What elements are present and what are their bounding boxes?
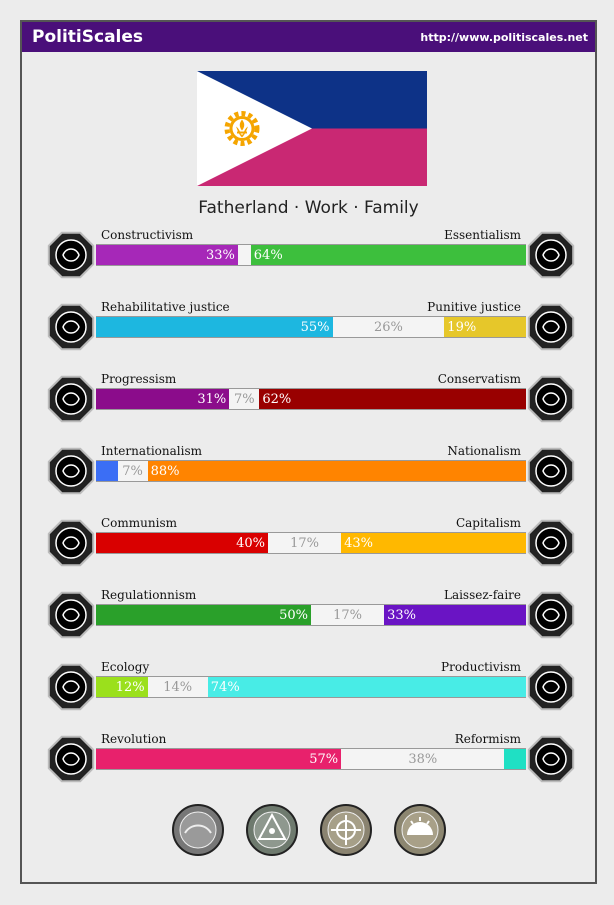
axis-row (46, 590, 576, 646)
dove-icon (526, 734, 576, 784)
axis-right-label: Conservatism (437, 372, 521, 386)
compass-medal-icon (319, 803, 373, 857)
axis-left-segment: 31% (96, 389, 229, 409)
axis-right-segment: 64% (251, 245, 526, 265)
axis-bar (96, 532, 526, 554)
axis-left-label: Ecology (101, 660, 150, 674)
axis-left-segment: 40% (96, 533, 268, 553)
prison-bars-icon (526, 302, 576, 352)
flag-icon (526, 446, 576, 496)
medal-icon (171, 803, 225, 857)
axis-right-label: Laissez-faire (443, 588, 521, 602)
money-bag-icon (526, 518, 576, 568)
results-card (20, 20, 597, 884)
flag-image (197, 71, 427, 186)
axis-row (46, 446, 576, 502)
axis-right-segment: 33% (384, 605, 526, 625)
axis-left-segment: 55% (96, 317, 333, 337)
axis-bar (96, 316, 526, 338)
axis-row (46, 662, 576, 718)
factory-icon (526, 662, 576, 712)
axis-left-segment: 57% (96, 749, 341, 769)
axis-bar (96, 676, 526, 698)
butterfly-icon (526, 590, 576, 640)
axis-right-label: Reformism (454, 732, 521, 746)
axis-bar (96, 244, 526, 266)
site-url[interactable]: http://www.politiscales.net (420, 30, 588, 44)
axis-right-segment: 19% (444, 317, 526, 337)
axis-mid-segment: 7% (229, 389, 259, 409)
axis-mid-segment: 26% (333, 317, 445, 337)
plant-icon (46, 662, 96, 712)
quill-icon (526, 374, 576, 424)
medals-row (22, 803, 595, 859)
axis-row (46, 302, 576, 358)
axis-left-label: Communism (101, 516, 177, 530)
axis-left-label: Rehabilitative justice (101, 300, 230, 314)
axis-left-segment: 50% (96, 605, 311, 625)
axis-right-label: Essentialism (444, 228, 521, 242)
axis-mid-segment: 17% (311, 605, 384, 625)
globe-icon (46, 446, 96, 496)
axis-bar (96, 460, 526, 482)
axis-right-label: Productivism (441, 660, 521, 674)
scale-icon (46, 590, 96, 640)
axis-right-label: Punitive justice (427, 300, 521, 314)
wave-icon (46, 374, 96, 424)
axis-mid-segment: 7% (118, 461, 148, 481)
all-seeing-eye-medal-icon (245, 803, 299, 857)
axis-right-label: Capitalism (455, 516, 521, 530)
sunrise-medal-icon (393, 803, 447, 857)
axis-left-label: Progressism (101, 372, 177, 386)
axis-row (46, 518, 576, 574)
axis-bar (96, 604, 526, 626)
axis-bar (96, 388, 526, 410)
axis-left-segment (96, 461, 118, 481)
axis-row (46, 734, 576, 790)
spiral-icon (46, 230, 96, 280)
header-bar (22, 22, 595, 52)
handshake-icon (46, 302, 96, 352)
axis-right-segment (504, 749, 526, 769)
hammer-sickle-icon (46, 518, 96, 568)
axis-left-label: Constructivism (101, 228, 194, 242)
axis-right-segment: 62% (259, 389, 526, 409)
axis-mid-segment: 38% (341, 749, 504, 769)
axis-row (46, 374, 576, 430)
axis-left-segment: 33% (96, 245, 238, 265)
axis-bar (96, 748, 526, 770)
axis-right-segment: 74% (208, 677, 526, 697)
axis-mid-segment: 17% (268, 533, 341, 553)
fist-icon (46, 734, 96, 784)
brand-title[interactable]: PolitiScales (32, 27, 144, 47)
axis-right-label: Nationalism (447, 444, 521, 458)
motto-text: Fatherland · Work · Family (198, 198, 419, 218)
axis-row (46, 230, 576, 286)
axis-left-label: Internationalism (101, 444, 202, 458)
axis-left-label: Revolution (101, 732, 167, 746)
axis-right-segment: 43% (341, 533, 526, 553)
axis-right-segment: 88% (148, 461, 526, 481)
axis-mid-segment (238, 245, 251, 265)
sunflower-icon (526, 230, 576, 280)
axis-left-label: Regulationnism (101, 588, 197, 602)
axis-mid-segment: 14% (148, 677, 208, 697)
axis-left-segment: 12% (96, 677, 148, 697)
